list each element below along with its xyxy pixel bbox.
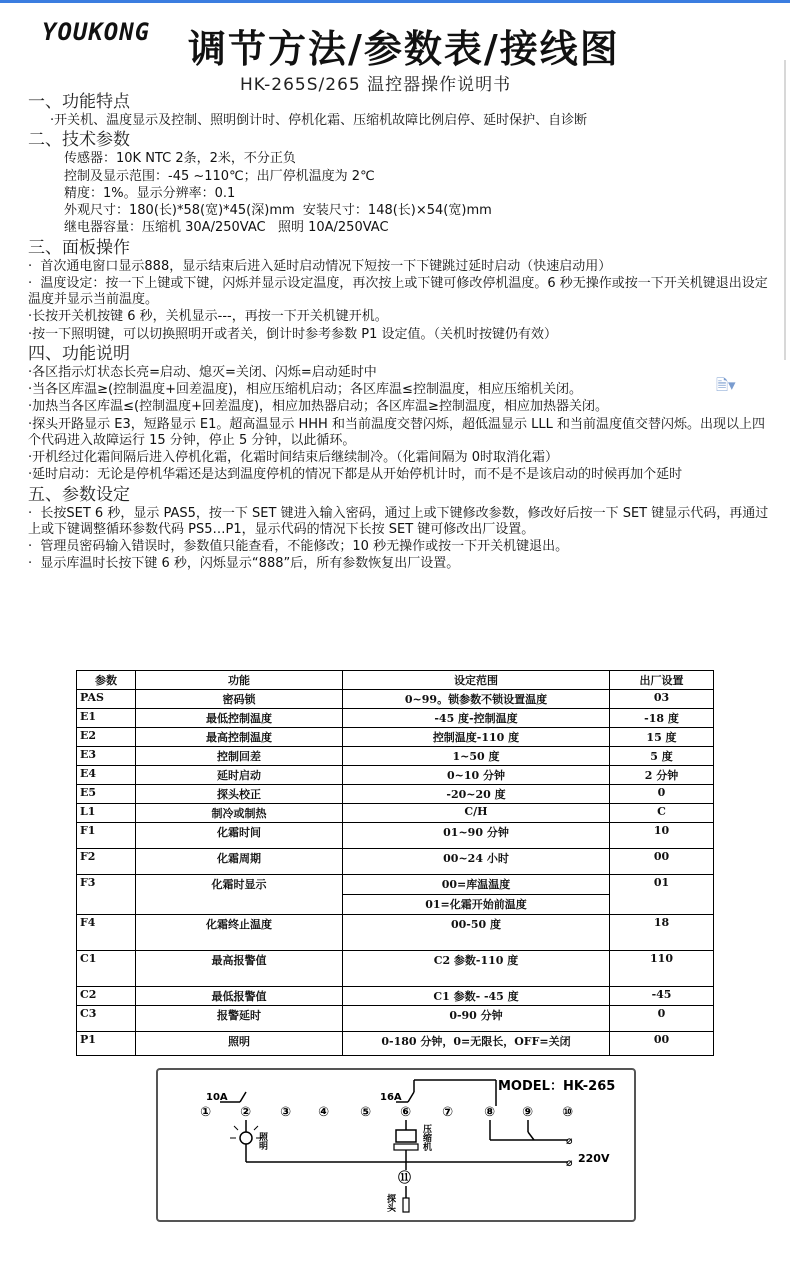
param-code: C2	[77, 987, 136, 1006]
param-default: 10	[610, 823, 714, 849]
table-row	[77, 728, 714, 747]
table-row	[77, 849, 714, 875]
section-heading-params: 五、参数设定	[28, 484, 130, 505]
function-line: ·各区指示灯状态长亮=启动、熄灭=关闭、闪烁=启动延时中	[28, 364, 377, 380]
brand-logo: YOUKONG	[42, 18, 151, 46]
wiring-diagram	[156, 1068, 636, 1222]
param-function: 制冷或制热	[136, 804, 343, 823]
table-row	[77, 709, 714, 728]
table-row	[77, 690, 714, 709]
param-range: -45 度-控制温度	[343, 709, 610, 728]
param-range: 0-90 分钟	[343, 1006, 610, 1032]
param-range: 01~90 分钟	[343, 823, 610, 849]
table-row	[77, 875, 714, 895]
section-heading-panel: 三、面板操作	[28, 237, 130, 258]
function-line: ·当各区库温≥(控制温度+回差温度)，相应压缩机启动；各区库温≤控制温度，相应压缩机关闭。	[28, 382, 582, 397]
panel-line: · 温度设定：按一下上键或下键，闪烁并显示设定温度，再次按上或下键可修改停机温度。6 秒无操作或按一下开关机键退出设定温度并显示当前温度。	[28, 275, 768, 307]
terminal-4: ④	[318, 1105, 330, 1120]
probe-icon	[403, 1198, 409, 1212]
table-row	[77, 766, 714, 785]
param-function: 最高控制温度	[136, 728, 343, 747]
section-heading-function: 四、功能说明	[28, 343, 130, 364]
manual-content	[28, 92, 773, 574]
param-default: 18	[610, 915, 714, 951]
param-code: E1	[77, 709, 136, 728]
param-default: 03	[610, 690, 714, 709]
model-label: MODEL：HK-265	[498, 1079, 616, 1094]
tech-line: 继电器容量：压缩机 30A/250VAC 照明 10A/250VAC	[64, 220, 389, 236]
param-range: C1 参数- -45 度	[343, 987, 610, 1006]
lamp-label: 照明	[257, 1132, 267, 1150]
terminal-7: ⑦	[442, 1105, 454, 1120]
param-default: 5 度	[610, 747, 714, 766]
table-row	[77, 987, 714, 1006]
param-default: -18 度	[610, 709, 714, 728]
param-code: C1	[77, 951, 136, 987]
section-heading-features: 一、功能特点	[28, 92, 130, 112]
terminal-5: ⑤	[360, 1105, 372, 1120]
compressor-label: 压缩机	[421, 1124, 431, 1151]
param-code: E2	[77, 728, 136, 747]
param-default: 110	[610, 951, 714, 987]
param-code: C3	[77, 1006, 136, 1032]
param-code: F3	[77, 875, 136, 915]
param-code: E3	[77, 747, 136, 766]
terminal-6: ⑥	[400, 1105, 412, 1120]
param-range: 0-180 分钟，0=无限长，OFF=关闭	[343, 1032, 610, 1056]
params-line: · 管理员密码输入错误时，参数值只能查看，不能修改；10 秒无操作或按一下开关机键退出。	[28, 539, 569, 554]
tech-line: 控制及显示范围：-45 ~110℃；出厂停机温度为 2℃	[64, 168, 375, 184]
compressor-icon	[394, 1130, 418, 1150]
param-range: 01=化霜开始前温度	[343, 895, 610, 915]
param-default: C	[610, 804, 714, 823]
function-line: ·探头开路显示 E3，短路显示 E1。超高温显示 HHH 和当前温度交替闪烁，超低温显示 LLL 和当前温度值交替闪烁。出现以上四个代码进入故障运行 15 分钟，停止 5 分钟，以此循环。	[28, 416, 765, 448]
col-header-default: 出厂设置	[610, 671, 714, 690]
function-line: ·延时启动：无论是停机华霜还是达到温度停机的情况下都是从开始停机计时，而不是不是该启动的时候再加个延时	[28, 467, 683, 483]
params-line: · 长按SET 6 秒，显示 PAS5，按一下 SET 键进入输入密码，通过上或下键修改参数，修改好后按一下 SET 键显示代码，再通过上或下键调整循环参数代码 PS5…P1，显示代码的情况下长按 SET 键可修改出厂设置。	[28, 505, 769, 537]
tech-line: 精度：1%。显示分辨率：0.1	[64, 185, 236, 201]
top-accent-bar	[0, 0, 790, 3]
terminal-9: ⑨	[522, 1105, 534, 1120]
scrollbar[interactable]	[784, 60, 786, 360]
wiring-diagram-svg	[158, 1070, 634, 1220]
table-row	[77, 804, 714, 823]
param-default: 15 度	[610, 728, 714, 747]
param-function: 最低控制温度	[136, 709, 343, 728]
param-function: 最低报警值	[136, 987, 343, 1006]
terminal-end-bottom: ⌀	[566, 1156, 573, 1169]
col-header-function: 功能	[136, 671, 343, 690]
param-function: 化霜时间	[136, 823, 343, 849]
rating-compressor: 16A	[380, 1092, 402, 1103]
params-line: · 显示库温时长按下键 6 秒，闪烁显示“888”后，所有参数恢复出厂设置。	[28, 556, 460, 572]
features-line: ·开关机、温度显示及控制、照明倒计时、停机化霜、压缩机故障比例启停、延时保护、自诊断	[50, 113, 588, 128]
col-header-range: 设定范围	[343, 671, 610, 690]
table-row	[77, 951, 714, 987]
param-range: C2 参数-110 度	[343, 951, 610, 987]
param-function: 照明	[136, 1032, 343, 1056]
param-range: 0~99。锁参数不锁设置温度	[343, 690, 610, 709]
terminal-10: ⑩	[562, 1105, 574, 1120]
table-row	[77, 1006, 714, 1032]
param-range: C/H	[343, 804, 610, 823]
probe-terminal: ⑪	[398, 1171, 412, 1186]
tech-line: 外观尺寸：180(长)*58(宽)*45(深)mm 安装尺寸：148(长)×54(宽)mm	[64, 203, 492, 218]
param-function: 延时启动	[136, 766, 343, 785]
param-default: 01	[610, 875, 714, 915]
param-code: PAS	[77, 690, 136, 709]
param-default: 0	[610, 1006, 714, 1032]
panel-line: · 首次通电窗口显示888，显示结束后进入延时启动情况下短按一下下键跳过延时启动（快速启动用）	[28, 258, 612, 274]
table-row	[77, 915, 714, 951]
param-default: 2 分钟	[610, 766, 714, 785]
param-function: 控制回差	[136, 747, 343, 766]
param-range: 00=库温温度	[343, 875, 610, 895]
param-default: 00	[610, 849, 714, 875]
param-function: 报警延时	[136, 1006, 343, 1032]
param-default: 0	[610, 785, 714, 804]
table-header-row	[77, 671, 714, 690]
param-default: 00	[610, 1032, 714, 1056]
param-code: P1	[77, 1032, 136, 1056]
panel-line: ·按一下照明键，可以切换照明开或者关，倒计时参考参数 P1 设定值。（关机时按键仍有效）	[28, 326, 558, 342]
section-heading-tech: 二、技术参数	[28, 130, 130, 151]
param-function: 最高报警值	[136, 951, 343, 987]
function-line: ·加热当各区库温≤(控制温度+回差温度)，相应加热器启动；各区库温≥控制温度，相应加热器关闭。	[28, 399, 608, 415]
terminal-end-top: ⌀	[566, 1134, 573, 1147]
voltage-label: 220V	[578, 1152, 610, 1165]
param-function: 密码锁	[136, 690, 343, 709]
parameter-table	[76, 670, 714, 1056]
param-function: 化霜终止温度	[136, 915, 343, 951]
param-function: 化霜时显示	[136, 875, 343, 915]
param-code: F1	[77, 823, 136, 849]
manual-subtitle: HK-265S/265 温控器操作说明书	[240, 75, 512, 95]
param-function: 探头校正	[136, 785, 343, 804]
rating-light: 10A	[206, 1092, 228, 1103]
param-range: 00-50 度	[343, 915, 610, 951]
param-range: 00~24 小时	[343, 849, 610, 875]
col-header-param: 参数	[77, 671, 136, 690]
param-code: E4	[77, 766, 136, 785]
tech-line: 传感器：10K NTC 2条，2米，不分正负	[64, 151, 296, 167]
param-default: -45	[610, 987, 714, 1006]
table-row	[77, 1032, 714, 1056]
hero-title: 调节方法/参数表/接线图	[188, 27, 620, 71]
table-row	[77, 747, 714, 766]
document-icon[interactable]: 🗎▾	[716, 376, 736, 394]
table-row	[77, 823, 714, 849]
function-line: ·开机经过化霜间隔后进入停机化霜，化霜时间结束后继续制冷。（化霜间隔为 0时取消化霜）	[28, 450, 559, 465]
param-code: F2	[77, 849, 136, 875]
param-code: E5	[77, 785, 136, 804]
param-range: -20~20 度	[343, 785, 610, 804]
param-code: L1	[77, 804, 136, 823]
param-range: 控制温度-110 度	[343, 728, 610, 747]
param-code: F4	[77, 915, 136, 951]
terminal-8: ⑧	[484, 1105, 496, 1120]
param-range: 1~50 度	[343, 747, 610, 766]
table-row	[77, 785, 714, 804]
terminal-3: ③	[280, 1105, 292, 1120]
terminal-1: ①	[200, 1105, 212, 1120]
param-range: 0~10 分钟	[343, 766, 610, 785]
param-function: 化霜周期	[136, 849, 343, 875]
panel-line: ·长按开关机按键 6 秒，关机显示---，再按一下开关机键开机。	[28, 309, 388, 325]
probe-label: 探头	[385, 1194, 395, 1212]
terminal-2: ②	[240, 1105, 252, 1120]
